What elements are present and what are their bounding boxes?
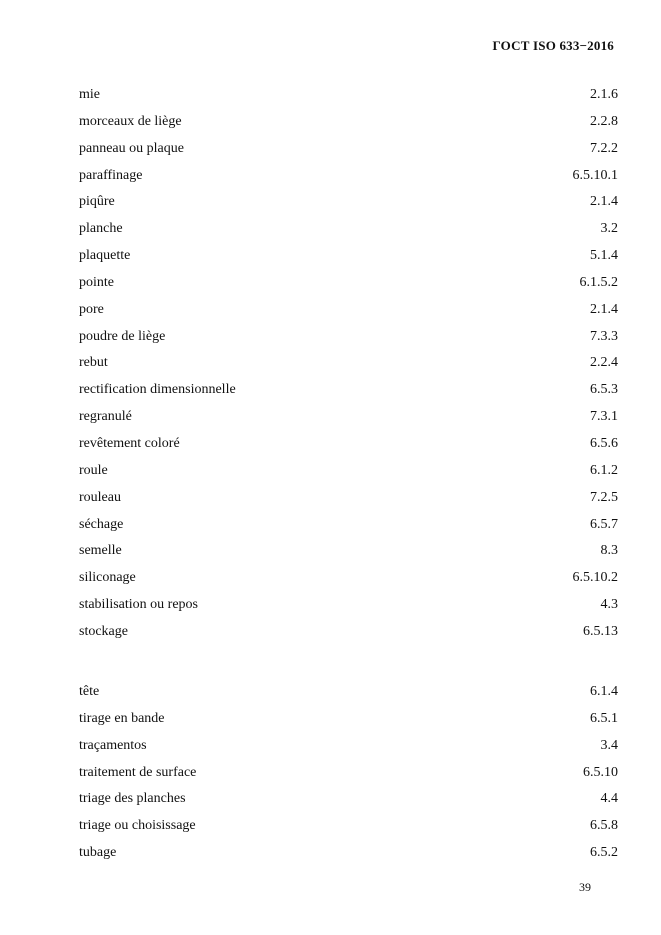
index-reference: 2.1.6 — [590, 87, 618, 102]
index-reference: 3.2 — [600, 221, 618, 237]
index-entry — [79, 326, 618, 353]
index-term: triage des planches — [79, 791, 186, 807]
index-term: stabilisation ou repos — [79, 597, 198, 613]
index-entry — [79, 379, 618, 406]
index-reference: 2.2.8 — [590, 113, 618, 129]
index-entry — [79, 540, 618, 567]
index-reference: 6.5.3 — [590, 382, 618, 398]
index-term: tête — [79, 684, 100, 699]
index-reference: 2.1.4 — [590, 194, 618, 210]
index-reference: 6.5.10.1 — [572, 167, 618, 183]
index-reference: 8.3 — [600, 543, 618, 559]
index-reference: 4.4 — [600, 791, 618, 807]
index-reference: 6.1.2 — [590, 462, 618, 478]
index-entry — [79, 621, 618, 648]
index-reference: 7.3.3 — [590, 328, 618, 344]
index-term: traitement de surface — [79, 764, 197, 780]
index-reference: 7.2.5 — [590, 489, 618, 505]
index-reference: 6.1.4 — [590, 684, 618, 699]
index-entry — [79, 681, 618, 708]
index-reference: 6.1.5.2 — [579, 274, 618, 290]
index-reference: 6.5.1 — [590, 710, 618, 726]
index-term: stockage — [79, 623, 128, 639]
index-entry — [79, 352, 618, 379]
index-term: morceaux de liège — [79, 113, 182, 129]
index-reference: 4.3 — [600, 597, 618, 613]
index-term: rectification dimensionnelle — [79, 382, 236, 398]
index-term: mie — [79, 87, 100, 102]
index-group-1 — [79, 84, 618, 648]
index-reference: 2.2.4 — [590, 355, 618, 371]
index-reference: 6.5.13 — [583, 623, 618, 639]
index-term: roule — [79, 462, 108, 478]
index-entry — [79, 245, 618, 272]
index-term: séchage — [79, 516, 124, 532]
document-header: ГОСТ ISO 633−2016 — [492, 38, 614, 53]
index-term: paraffinage — [79, 167, 143, 183]
index-reference: 2.1.4 — [590, 301, 618, 317]
index-entry — [79, 708, 618, 735]
index-entry — [79, 299, 618, 326]
index-term: plaquette — [79, 248, 131, 264]
page-number: 39 — [579, 880, 591, 894]
index-entry — [79, 567, 618, 594]
index-reference: 6.5.8 — [590, 818, 618, 834]
index-term: triage ou choisissage — [79, 818, 196, 834]
index-entry — [79, 272, 618, 299]
index-term: regranulé — [79, 409, 132, 425]
index-term: traçamentos — [79, 737, 147, 753]
index-reference: 6.5.6 — [590, 435, 618, 451]
index-term: siliconage — [79, 570, 136, 586]
index-reference: 3.4 — [600, 737, 618, 753]
index-term: tirage en bande — [79, 710, 165, 726]
index-term: rebut — [79, 355, 108, 371]
index-term: rouleau — [79, 489, 121, 505]
index-entry — [79, 735, 618, 762]
index-reference: 6.5.7 — [590, 516, 618, 532]
index-entry — [79, 165, 618, 192]
index-entry — [79, 788, 618, 815]
index-reference: 7.2.2 — [590, 140, 618, 156]
index-entry — [79, 815, 618, 842]
index-entry — [79, 406, 618, 433]
index-term: pore — [79, 301, 104, 317]
index-entry — [79, 218, 618, 245]
index-term: piqûre — [79, 194, 115, 210]
index-reference: 6.5.10.2 — [572, 570, 618, 586]
index-entry — [79, 191, 618, 218]
index-entry — [79, 433, 618, 460]
index-group-2 — [79, 681, 618, 869]
index-reference: 6.5.10 — [583, 764, 618, 780]
index-entry — [79, 514, 618, 541]
index-term: revêtement coloré — [79, 435, 180, 451]
index-term: planche — [79, 221, 123, 237]
index-entry — [79, 460, 618, 487]
index-entry — [79, 84, 618, 111]
index-entry — [79, 842, 618, 869]
index-term: tubage — [79, 845, 117, 861]
index-entry — [79, 487, 618, 514]
index-term: pointe — [79, 274, 114, 290]
index-entry — [79, 138, 618, 165]
index-term: panneau ou plaque — [79, 140, 184, 156]
index-reference: 5.1.4 — [590, 248, 618, 264]
index-entry — [79, 594, 618, 621]
index-reference: 7.3.1 — [590, 409, 618, 425]
index-entry — [79, 111, 618, 138]
index-term: poudre de liège — [79, 328, 166, 344]
index-entry — [79, 762, 618, 789]
index-reference: 6.5.2 — [590, 845, 618, 861]
index-term: semelle — [79, 543, 122, 559]
